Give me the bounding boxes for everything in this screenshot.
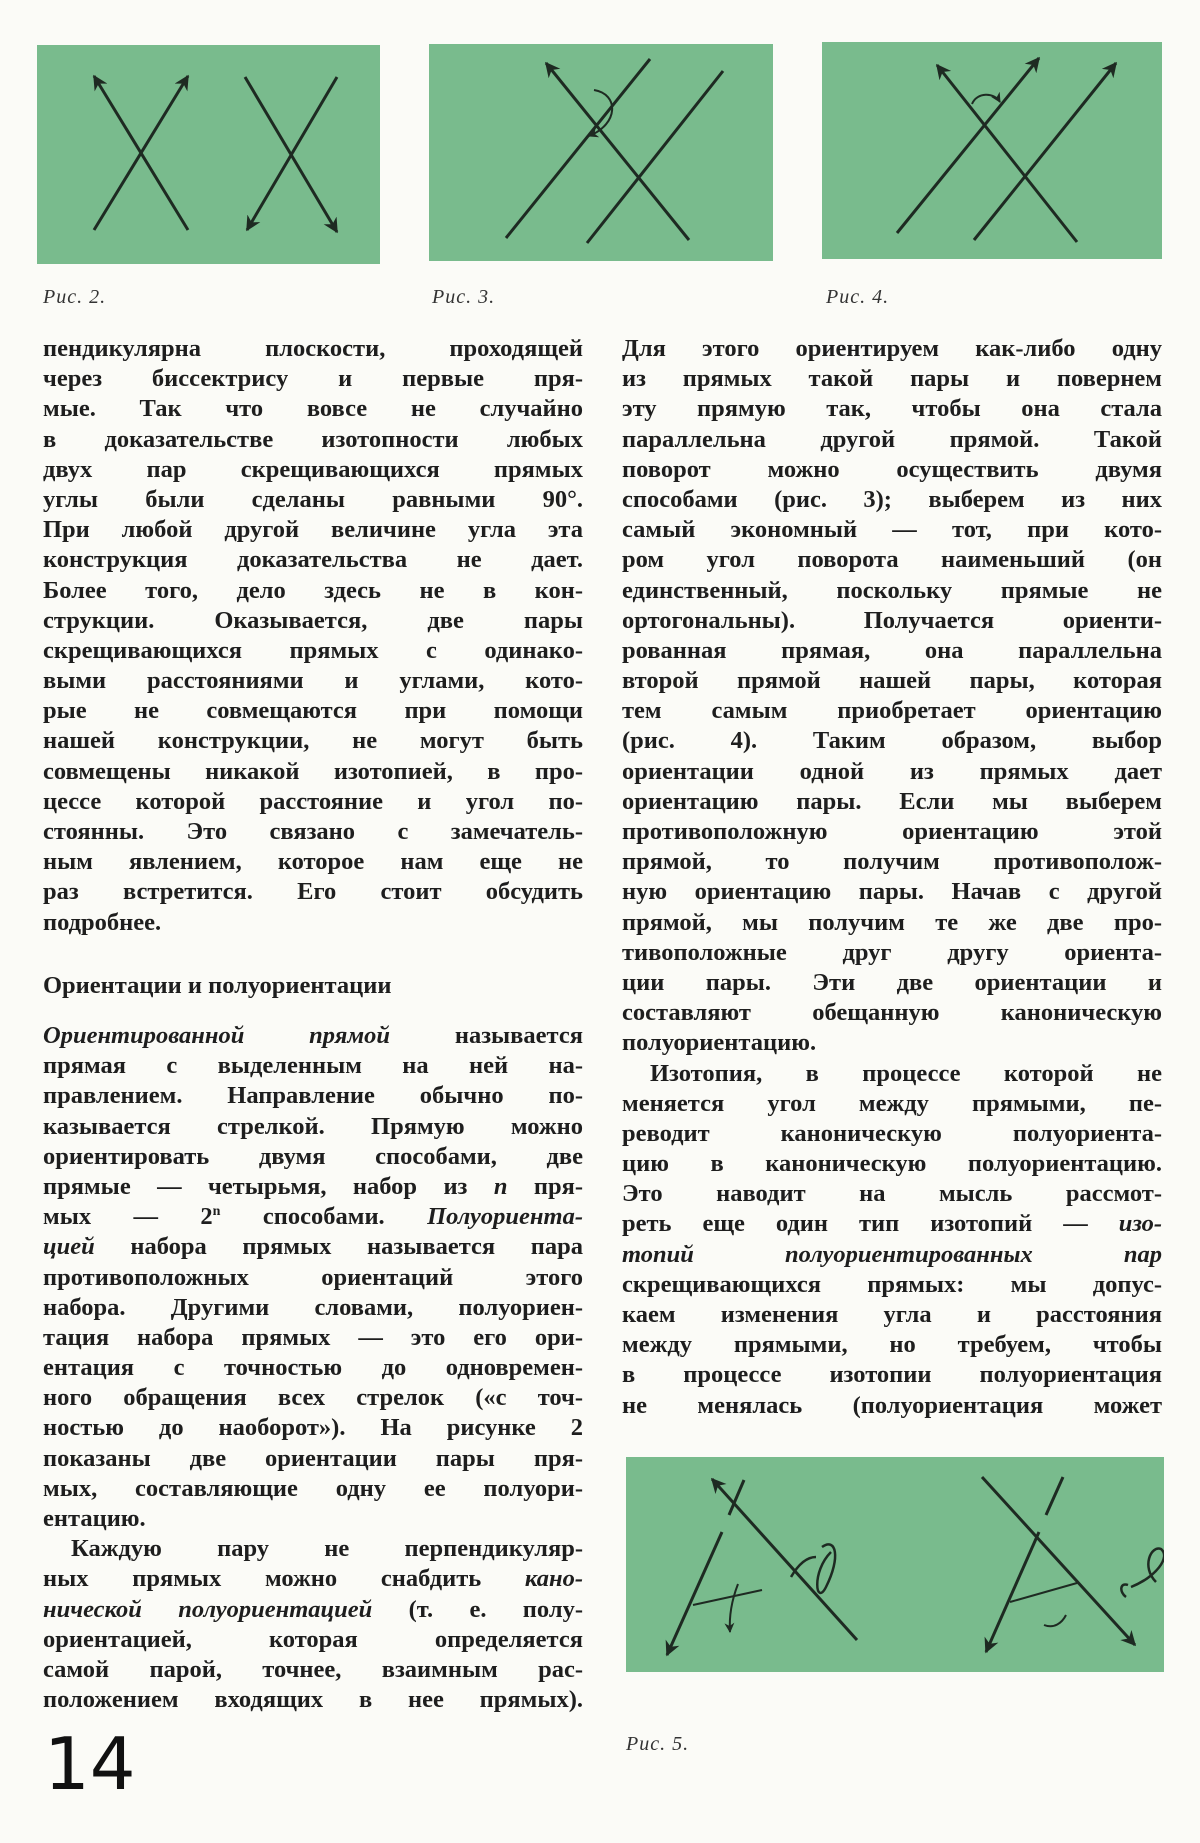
text-segment: рые не совмещаются при помощи (43, 697, 583, 725)
text-line (43, 787, 583, 817)
oriented-line (546, 63, 689, 240)
text-line (43, 1595, 583, 1625)
text-line (43, 455, 583, 485)
text-line (43, 606, 583, 636)
text-line (43, 1413, 583, 1443)
text-segment: ентация с точностью до одновремен- (43, 1354, 583, 1382)
text-line (43, 1202, 583, 1232)
text-line (622, 1270, 1162, 1300)
text-line (622, 485, 1162, 515)
text-segment: Более того, дело здесь не в кон- (43, 576, 583, 604)
text-line (43, 364, 583, 394)
text-segment: называется (390, 1022, 583, 1049)
text-segment: рованная прямая, она параллельна (622, 636, 1162, 664)
text-line (43, 1353, 583, 1383)
italic-term: нической полуориентацией (43, 1595, 373, 1623)
perpendicular (693, 1590, 762, 1605)
text-line (43, 1474, 583, 1504)
italic-term: Ориентированной прямой (43, 1022, 390, 1049)
text-segment: в доказательстве изотопности любых (43, 425, 583, 453)
text-segment: При любой другой величине угла эта (43, 516, 583, 544)
text-line (622, 425, 1162, 455)
text-line (622, 666, 1162, 696)
text-line (622, 364, 1162, 394)
text-line (622, 968, 1162, 998)
text-line (622, 1149, 1162, 1179)
text-segment: ным явлением, которое нам еще не (43, 848, 583, 876)
text-segment: конструкция доказательства не дает. (43, 546, 583, 574)
oriented-line (937, 65, 1077, 242)
text-segment: Это наводит на мысль рассмот- (622, 1180, 1162, 1208)
text-line (622, 817, 1162, 847)
text-line (622, 1240, 1162, 1270)
text-segment: (т. е. полу- (372, 1595, 583, 1623)
text-segment: раз встретится. Его стоит обсудить (43, 878, 583, 906)
text-segment: углы были сделаны равными 90°. (43, 485, 583, 513)
figure-4-caption: Рис. 4. (826, 286, 890, 308)
text-line (622, 334, 1162, 364)
text-line (43, 1112, 583, 1142)
text-line (622, 726, 1162, 756)
text-segment: ориентацию пары. Если мы выберем (622, 787, 1162, 815)
text-line (43, 1534, 583, 1564)
text-segment: (рис. 4). Таким образом, выбор (622, 727, 1162, 755)
text-segment: ориентировать двумя способами, две (43, 1142, 583, 1170)
italic-term: цией (43, 1233, 95, 1261)
figure-2-caption: Рис. 2. (43, 286, 107, 308)
text-segment: поворот можно осуществить двумя (622, 455, 1162, 483)
text-line (622, 515, 1162, 545)
text-segment: противоположную ориентацию этой (622, 818, 1162, 845)
text-segment: ориентации одной из прямых дает (622, 757, 1162, 785)
text-line (43, 334, 583, 364)
perpendicular (1010, 1583, 1077, 1602)
text-segment: через биссектрису и первые пря- (43, 365, 583, 393)
text-segment: каем изменения угла и расстояния (622, 1301, 1162, 1328)
text-line (43, 1625, 583, 1655)
oriented-line (982, 1477, 1135, 1645)
oriented-line (974, 63, 1116, 240)
text-segment: Для этого ориентируем как-либо одну (622, 335, 1162, 362)
text-line (43, 696, 583, 726)
twist-symbol (1121, 1549, 1164, 1597)
text-segment: составляют обещанную каноническую (622, 999, 1162, 1027)
text-line (622, 576, 1162, 606)
text-line (43, 757, 583, 787)
text-segment: меняется угол между прямыми, пе- (622, 1089, 1162, 1117)
text-segment: мые. Так что вовсе не случайно (43, 395, 583, 423)
text-segment: ром угол поворота наименьший (он (622, 546, 1162, 574)
text-segment: единственный, поскольку прямые не (622, 576, 1162, 604)
text-segment: подробнее. (43, 908, 162, 936)
text-line (43, 1444, 583, 1474)
text-segment: полуориентацию. (622, 1029, 817, 1057)
text-segment: второй прямой нашей пары, которая (622, 667, 1162, 695)
text-line (622, 1179, 1162, 1209)
text-segment: ных прямых можно снабдить (43, 1565, 525, 1593)
text-line (43, 847, 583, 877)
text-segment: ного обращения всех стрелок («с точ- (43, 1384, 583, 1412)
figure-4 (822, 42, 1162, 259)
text-segment: самый экономный — тот, при кото- (622, 516, 1162, 544)
text-segment: прямые — четырьмя, набор из (43, 1172, 494, 1200)
italic-term: n (493, 1172, 508, 1200)
text-line (622, 1360, 1162, 1390)
text-segment: пендикулярна плоскости, проходящей (43, 335, 583, 362)
text-line (622, 1059, 1162, 1089)
text-segment: мых, составляющие одну ее полуори- (43, 1474, 583, 1502)
line-upper (1046, 1477, 1063, 1515)
text-line (43, 1685, 583, 1715)
text-segment: противоположных ориентаций этого (43, 1263, 583, 1291)
text-line (622, 545, 1162, 575)
text-line (43, 1142, 583, 1172)
text-line (43, 1323, 583, 1353)
oriented-line (667, 1532, 722, 1655)
text-segment: ции пары. Эти две ориентации и (622, 968, 1162, 996)
text-segment: способами. (220, 1203, 428, 1231)
text-line (622, 1119, 1162, 1149)
figure-2 (37, 45, 380, 264)
text-segment: ортогональны). Получается ориенти- (622, 606, 1162, 634)
text-segment: параллельна другой прямой. Такой (622, 425, 1162, 453)
text-segment: пря- (507, 1172, 584, 1200)
text-segment: прямой, то получим противополож- (622, 848, 1162, 876)
text-line (43, 817, 583, 847)
text-segment: тация набора прямых — это его ори- (43, 1323, 583, 1351)
left-column-text (43, 334, 583, 938)
text-segment: правлением. Направление обычно по- (43, 1082, 583, 1110)
oriented-line (897, 58, 1039, 233)
text-line (43, 425, 583, 455)
text-segment: ную ориентацию пары. Начав с другой (622, 878, 1162, 906)
text-line (43, 1293, 583, 1323)
italic-term: изо- (1118, 1210, 1162, 1238)
oriented-line (986, 1532, 1039, 1652)
line-upper (729, 1480, 744, 1515)
text-line (43, 1232, 583, 1262)
text-segment: положением входящих в нее прямых). (43, 1686, 583, 1714)
figure-5 (626, 1457, 1164, 1672)
text-line (43, 726, 583, 756)
text-line (622, 1209, 1162, 1239)
text-line (622, 998, 1162, 1028)
italic-term: топий полуориентированных пар (622, 1240, 1162, 1268)
text-line (622, 757, 1162, 787)
text-line (43, 515, 583, 545)
italic-term: кано- (524, 1565, 583, 1593)
text-segment: набора прямых называется пара (94, 1233, 583, 1261)
text-segment: Каждую пару не перпендикуляр- (71, 1535, 583, 1563)
text-line (43, 1655, 583, 1685)
text-line (43, 545, 583, 575)
text-line (43, 666, 583, 696)
figure-5-caption: Рис. 5. (626, 1733, 690, 1755)
line (506, 59, 650, 238)
text-segment: нашей конструкции, не могут быть (43, 727, 583, 755)
text-segment: показаны две ориентации пары пря- (43, 1444, 583, 1472)
text-segment: тем самым приобретает ориентацию (622, 697, 1162, 725)
text-segment: не менялась (полуориентация может (622, 1391, 1162, 1419)
text-line (43, 1504, 583, 1534)
twist-symbol (791, 1544, 835, 1593)
text-line (622, 1028, 1162, 1058)
text-segment: цию в каноническую полуориентацию. (622, 1150, 1162, 1178)
left-column-text-continued (43, 1021, 583, 1715)
section-heading: Ориентации и полуориентации (43, 972, 392, 999)
text-line (622, 696, 1162, 726)
text-segment: скрещивающихся прямых с одинако- (43, 636, 583, 664)
text-segment: ностью до наоборот»). На рисунке 2 (43, 1414, 583, 1442)
text-segment: совмещены никакой изотопией, в про- (43, 757, 583, 785)
text-line (43, 1383, 583, 1413)
right-column-text (622, 334, 1162, 1421)
text-line (622, 908, 1162, 938)
text-segment: способами (рис. 3); выберем из них (622, 485, 1162, 513)
text-segment: скрещивающихся прямых: мы допус- (622, 1270, 1162, 1298)
rotation-arrow (1044, 1615, 1066, 1626)
text-line (622, 1300, 1162, 1330)
text-segment: ентацию. (43, 1505, 146, 1532)
text-segment: прямой, мы получим те же две про- (622, 908, 1162, 936)
text-segment: самой парой, точнее, взаимным рас- (43, 1655, 583, 1683)
text-segment: между прямыми, но требуем, чтобы (622, 1331, 1162, 1359)
text-segment: тивоположные друг другу ориента- (622, 938, 1162, 966)
text-segment: реводит каноническую полуориента- (622, 1119, 1162, 1147)
text-segment: казывается стрелкой. Прямую можно (43, 1112, 583, 1140)
text-segment: реть еще один тип изотопий — (622, 1210, 1119, 1238)
text-segment: ориентацией, которая определяется (43, 1625, 583, 1653)
text-segment: прямая с выделенным на ней на- (43, 1052, 583, 1080)
superscript: n (212, 1203, 221, 1219)
figure-3 (429, 44, 773, 261)
text-line (43, 1021, 583, 1051)
text-line (43, 1172, 583, 1202)
text-line (622, 1391, 1162, 1421)
text-line (43, 576, 583, 606)
figure-3-caption: Рис. 3. (432, 286, 496, 308)
text-segment: стоянны. Это связано с замечатель- (43, 818, 583, 845)
text-line (43, 1081, 583, 1111)
text-line (43, 877, 583, 907)
angle-arc (972, 95, 1000, 104)
text-line (43, 1051, 583, 1081)
text-line (622, 1089, 1162, 1119)
text-line (622, 636, 1162, 666)
text-line (43, 485, 583, 515)
text-line (622, 394, 1162, 424)
text-line (622, 787, 1162, 817)
italic-term: Полуориента- (427, 1203, 583, 1231)
text-segment: из прямых такой пары и повернем (622, 365, 1162, 393)
text-line (622, 877, 1162, 907)
text-line (622, 606, 1162, 636)
text-line (43, 1263, 583, 1293)
text-segment: мых — 2 (43, 1203, 213, 1231)
text-line (43, 394, 583, 424)
text-line (622, 1330, 1162, 1360)
text-segment: набора. Другими словами, полуориен- (43, 1293, 583, 1321)
page-number: 14 (44, 1722, 136, 1806)
rotation-arrow (730, 1584, 738, 1632)
text-line (622, 847, 1162, 877)
text-segment: цессе которой расстояние и угол по- (43, 787, 583, 815)
text-line (622, 455, 1162, 485)
text-segment: выми расстояниями и углами, кото- (43, 667, 583, 695)
text-segment: эту прямую так, чтобы она стала (622, 395, 1162, 423)
text-line (43, 908, 583, 938)
text-segment: Изотопия, в процессе которой не (650, 1059, 1162, 1087)
text-segment: струкции. Оказывается, две пары (43, 606, 583, 634)
text-line (43, 636, 583, 666)
text-line (43, 1564, 583, 1594)
text-segment: в процессе изотопии полуориентация (622, 1361, 1162, 1389)
text-segment: двух пар скрещивающихся прямых (43, 455, 583, 483)
text-line (622, 938, 1162, 968)
